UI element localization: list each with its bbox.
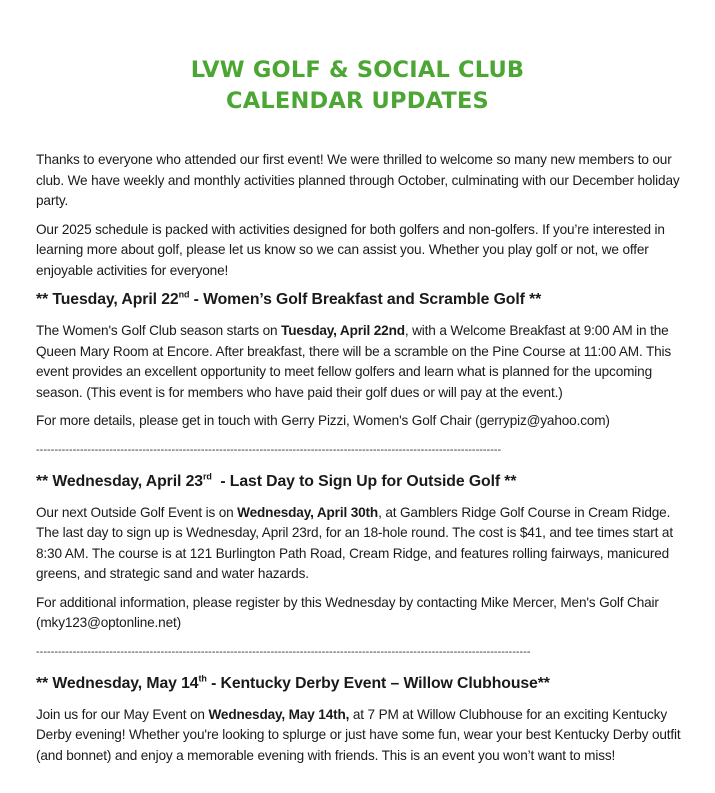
event-body-outside-golf: Our next Outside Golf Event is on Wednesday, April 30th, at Gamblers Ridge Golf Course in Cream Ridge. The last day to sign up is Wednesday, April 23rd, for an 18-hole round. The cost is $41, and tee times start at 8:30 AM. The course is at 121 Burlington Path Road, Cream Ridge, and features rolling fairways, manicured greens, and strategic sand and water hazards. — [36, 504, 673, 581]
event-heading-kentucky-derby: ** Wednesday, May 14th - Kentucky Derby Event – Willow Clubhouse** — [36, 673, 550, 692]
event-body-kentucky-derby: Join us for our May Event on Wednesday, May 14th, at 7 PM at Willow Clubhouse for an exciting Kentucky Derby evening! Whether you're looking to splurge or just have some fun, wear your best Kentucky Derby outfit (and bonnet) and enjoy a memorable evening with friends. This is an event you won’t want to miss! — [36, 706, 681, 763]
event-body-womens-golf: The Women's Golf Club season starts on Tuesday, April 22nd, with a Welcome Breakfast at 9:00 AM in the Queen Mary Room at Encore. After breakfast, there will be a scramble on the Pine Course at 11:00 AM. This event provides an excellent opportunity to meet fellow golfers and learn what is planned for the upcoming season. (This event is for members who have paid their golf dues or will pay at the event.) — [36, 323, 672, 400]
page-title — [0, 55, 715, 117]
event-heading-outside-golf: ** Wednesday, April 23rd - Last Day to Sign Up for Outside Golf ** — [36, 471, 517, 490]
intro-paragraph-2: Our 2025 schedule is packed with activities designed for both golfers and non-golfers. If you’re interested in learning more about golf, please let us know so we can assist you. Whether you play golf or not, we offer enjoyable activities for everyone! — [36, 221, 665, 278]
title-line-1: LVW GOLF & SOCIAL CLUB — [190, 57, 525, 83]
newsletter-content — [36, 150, 686, 774]
intro-paragraph-1: Thanks to everyone who attended our first event! We were thrilled to welcome so many new members to our club. We have weekly and monthly activities planned through October, culminating with our December holiday party. — [36, 152, 680, 208]
section-divider: ------------------------------------------------------------------------------------------------------------------------------- — [36, 443, 502, 456]
event-heading-womens-golf: ** Tuesday, April 22nd - Women’s Golf Breakfast and Scramble Golf ** — [36, 289, 542, 308]
section-divider: --------------------------------------------------------------------------------------------------------------------------------------- — [36, 645, 531, 658]
event-contact-womens-golf: For more details, please get in touch with Gerry Pizzi, Women's Golf Chair (gerrypiz@yahoo.com) — [36, 413, 610, 428]
event-contact-outside-golf: For additional information, please register by this Wednesday by contacting Mike Mercer, Men's Golf Chair (mky123@optonline.net) — [36, 594, 659, 630]
title-line-2: CALENDAR UPDATES — [226, 88, 489, 114]
